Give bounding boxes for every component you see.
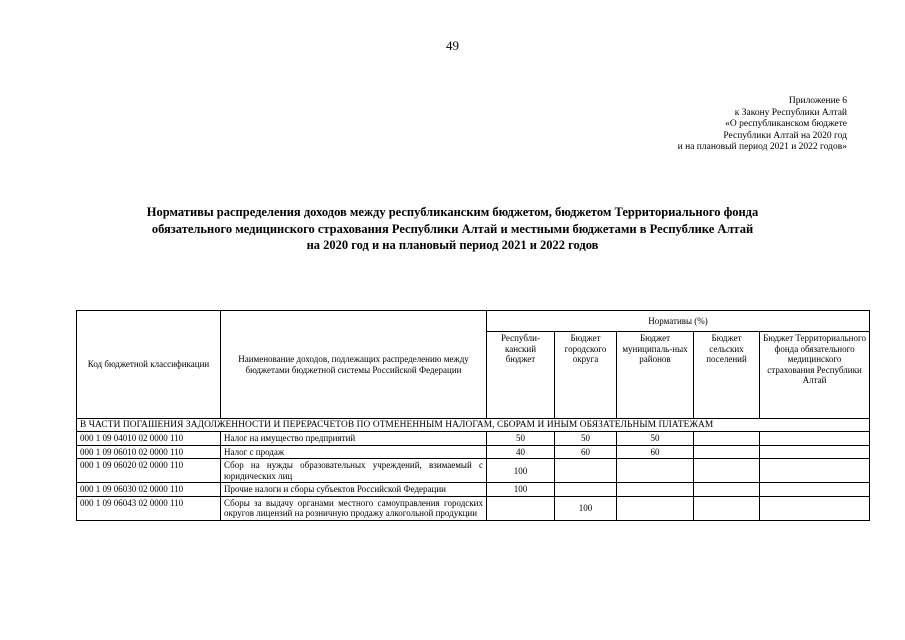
row-value: 50 xyxy=(555,432,617,446)
row-value: 100 xyxy=(487,459,555,483)
table-row xyxy=(77,483,870,497)
table-row xyxy=(77,496,870,520)
row-value xyxy=(694,459,760,483)
table-row xyxy=(77,445,870,459)
header-rural-settlements-budget: Бюджет сельских поселений xyxy=(694,332,760,419)
row-value xyxy=(760,483,870,497)
row-value xyxy=(617,483,694,497)
row-name: Прочие налоги и сборы субъектов Российской Федерации xyxy=(221,483,487,497)
row-value xyxy=(694,432,760,446)
header-city-district-budget: Бюджет городского округа xyxy=(555,332,617,419)
row-value xyxy=(487,496,555,520)
row-name: Налог на имущество предприятий xyxy=(221,432,487,446)
row-value: 100 xyxy=(555,496,617,520)
row-name: Сбор на нужды образовательных учреждений, взимаемый с юридических лиц xyxy=(221,459,487,483)
row-name: Налог с продаж xyxy=(221,445,487,459)
header-municipal-districts-budget: Бюджет муниципаль-ных районов xyxy=(617,332,694,419)
row-value: 40 xyxy=(487,445,555,459)
row-code: 000 1 09 06043 02 0000 110 xyxy=(77,496,221,520)
row-code: 000 1 09 06030 02 0000 110 xyxy=(77,483,221,497)
table-row xyxy=(77,459,870,483)
table-row xyxy=(77,432,870,446)
appendix-line: Приложение 6 xyxy=(788,96,847,106)
section-title: В ЧАСТИ ПОГАШЕНИЯ ЗАДОЛЖЕННОСТИ И ПЕРЕРАСЧЕТОВ ПО ОТМЕНЕННЫМ НАЛОГАМ, СБОРАМ И ИНЫМ ОБЯЗАТЕЛЬНЫМ ПЛАТЕЖАМ xyxy=(77,419,870,432)
row-value: 60 xyxy=(617,445,694,459)
row-value: 60 xyxy=(555,445,617,459)
row-value xyxy=(555,483,617,497)
title-line: Нормативы распределения доходов между республиканским бюджетом, бюджетом Территориального фонда xyxy=(146,205,759,219)
row-value xyxy=(760,459,870,483)
appendix-line: «О республиканском бюджете xyxy=(725,119,847,130)
header-republican-budget: Республи-канский бюджет xyxy=(487,332,555,419)
row-value xyxy=(760,496,870,520)
row-value xyxy=(555,459,617,483)
header-code: Код бюджетной классификации xyxy=(77,311,221,419)
row-value xyxy=(617,459,694,483)
section-row xyxy=(77,419,870,432)
row-value xyxy=(617,496,694,520)
norms-table xyxy=(76,310,870,521)
row-code: 000 1 09 04010 02 0000 110 xyxy=(77,432,221,446)
row-value xyxy=(694,496,760,520)
appendix-line: Республики Алтай на 2020 год xyxy=(723,130,847,141)
title-line: обязательного медицинского страхования Республики Алтай и местными бюджетами в Республике Алтай xyxy=(151,221,754,236)
row-value xyxy=(760,445,870,459)
row-code: 000 1 09 06020 02 0000 110 xyxy=(77,459,221,483)
row-value: 100 xyxy=(487,483,555,497)
row-code: 000 1 09 06010 02 0000 110 xyxy=(77,445,221,459)
header-name: Наименование доходов, подлежащих распределению между бюджетами бюджетной системы Российской Федерации xyxy=(221,311,487,419)
header-norms: Нормативы (%) xyxy=(487,311,870,332)
row-value xyxy=(760,432,870,446)
appendix-note xyxy=(587,96,847,154)
appendix-line: к Закону Республики Алтай xyxy=(734,107,847,118)
header-medical-insurance-fund-budget: Бюджет Территориального фонда обязательного медицинского страхования Республики Алтай xyxy=(760,332,870,419)
title-line: на 2020 год и на плановый период 2021 и 2022 годов xyxy=(306,238,599,252)
row-value: 50 xyxy=(487,432,555,446)
appendix-line: и на плановый период 2021 и 2022 годов» xyxy=(677,142,847,153)
row-value xyxy=(694,445,760,459)
row-value: 50 xyxy=(617,432,694,446)
row-value xyxy=(694,483,760,497)
row-name: Сборы за выдачу органами местного самоуправления городских округов лицензий на розничную продажу алкогольной продукции xyxy=(221,496,487,520)
document-title xyxy=(40,204,865,254)
page-number: 49 xyxy=(446,38,459,53)
header-row xyxy=(77,311,870,332)
